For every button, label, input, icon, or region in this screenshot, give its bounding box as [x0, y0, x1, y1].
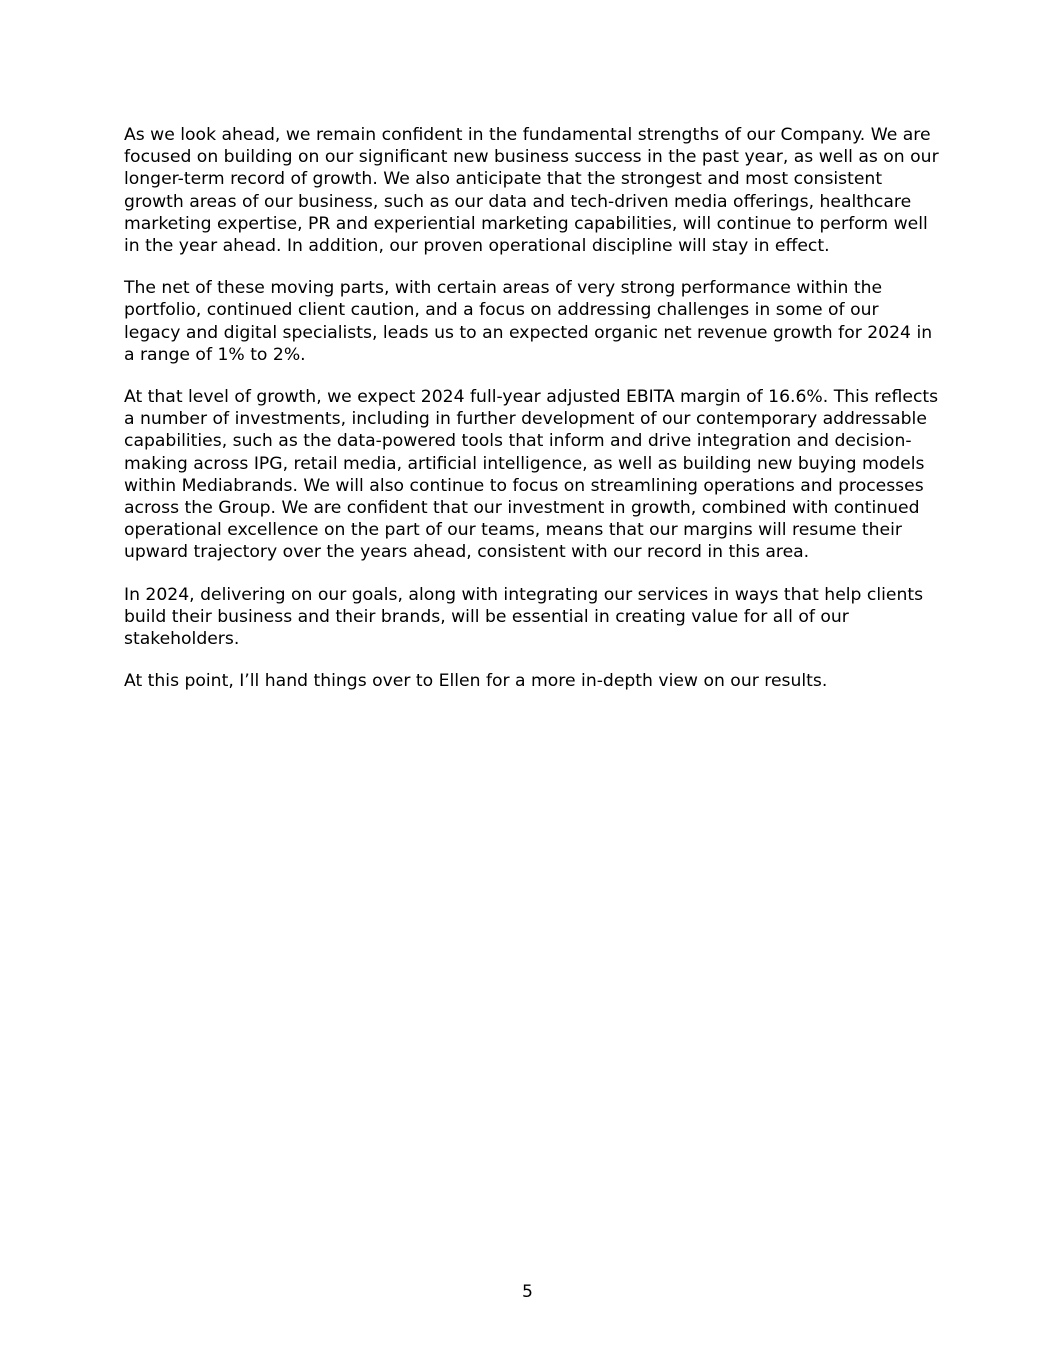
paragraph-goals: In 2024, delivering on our goals, along with integrating our services in ways that help clients build their business and their brands, will be essential in creating value for all of our stakeholders.: [124, 584, 924, 650]
paragraph-outlook: As we look ahead, we remain confident in the fundamental strengths of our Company. We are focused on building on our significant new business success in the past year, as well as on our longer-term record of growth. We also anticipate that the strongest and most consistent growth areas of our business, such as our data and tech-driven media offerings, healthcare marketing expertise, PR and experiential marketing capabilities, will continue to perform well in the year ahead. In addition, our proven operational discipline will stay in effect.: [124, 125, 939, 257]
body-text: [124, 124, 939, 712]
page-number: 5: [522, 1282, 533, 1302]
paragraph-revenue-growth: The net of these moving parts, with certain areas of very strong performance within the portfolio, continued client caution, and a focus on addressing challenges in some of our legacy and digital specialists, leads us to an expected organic net revenue growth for 2024 in a range of 1% to 2%.: [124, 278, 933, 365]
paragraph-ebita-margin: At that level of growth, we expect 2024 full-year adjusted EBITA margin of 16.6%. This reflects a number of investments, including in further development of our contemporary addressable capabilities, such as the data-powered tools that inform and drive integration and decision-making across IPG, retail media, artificial intelligence, as well as building new buying models within Mediabrands. We will also continue to focus on streamlining operations and processes across the Group. We are confident that our investment in growth, combined with continued operational excellence on the part of our teams, means that our margins will resume their upward trajectory over the years ahead, consistent with our record in this area.: [124, 387, 939, 563]
paragraph-handover: At this point, I’ll hand things over to Ellen for a more in-depth view on our results.: [124, 671, 828, 692]
